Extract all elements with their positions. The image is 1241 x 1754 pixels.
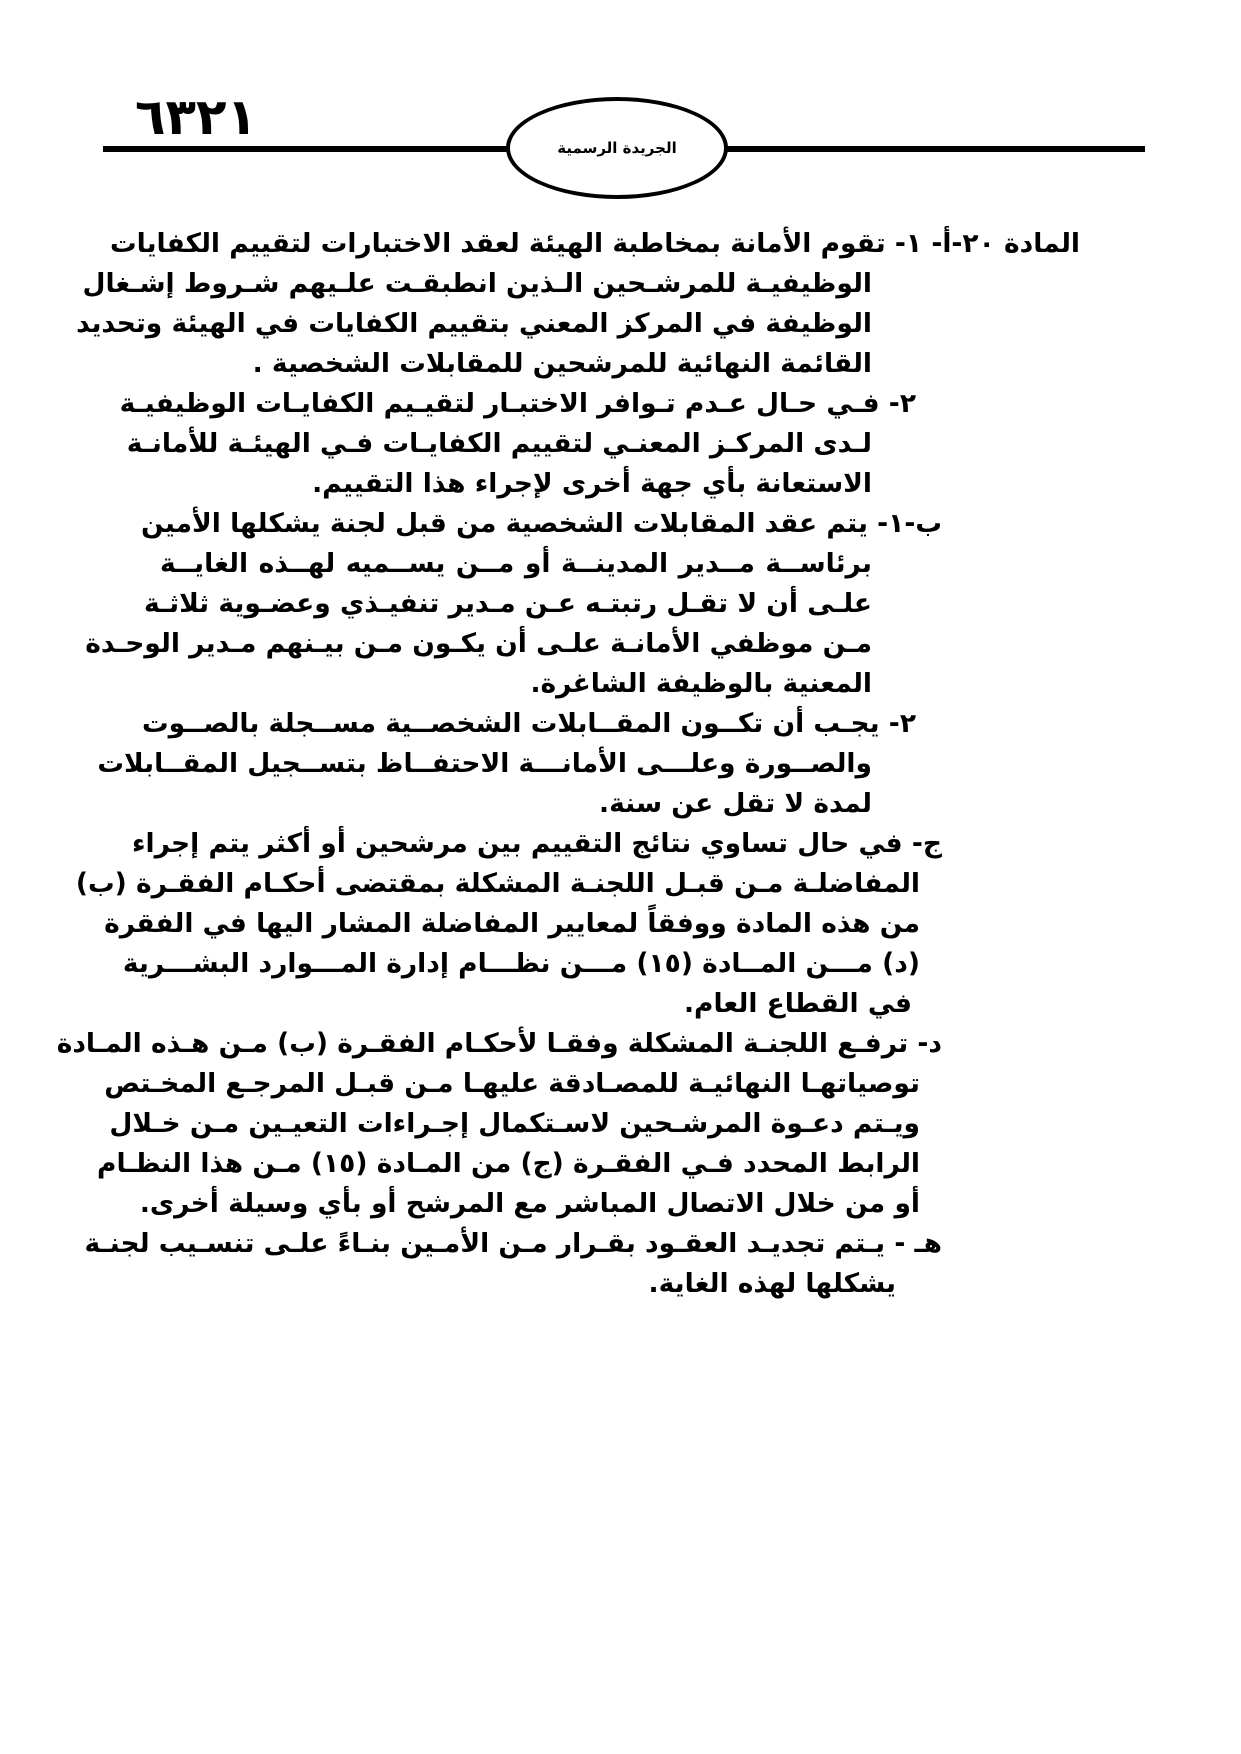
text-line-content: المفاضلـة مـن قبـل اللجنـة المشكلة بمقتضى أحكـام الفقـرة (ب) xyxy=(75,868,920,899)
text-line-content: ب-١- يتم عقد المقابلات الشخصية من قبل لجنة يشكلها الأمين xyxy=(140,508,942,539)
text-line xyxy=(76,304,1080,344)
text-line xyxy=(122,944,1080,984)
gazette-label: الجريدة الرسمية xyxy=(557,139,677,157)
text-line-content: الوظيفيـة للمرشـحين الـذين انطبقـت علـيهم شـروط إشـغال xyxy=(82,268,872,299)
text-line-content: ٢- فـي حـال عـدم تـوافر الاختبـار لتقيـيم الكفايـات الوظيفيـة xyxy=(119,388,916,419)
text-line xyxy=(160,544,1080,584)
text-line xyxy=(104,1064,1080,1104)
text-line xyxy=(109,1104,1080,1144)
text-line xyxy=(119,384,1080,424)
text-line xyxy=(56,1024,1080,1064)
text-line-content: من هذه المادة ووفقاً لمعايير المفاضلة المشار اليها في الفقرة xyxy=(104,908,920,939)
text-line-content: في القطاع العام. xyxy=(683,988,912,1019)
gazette-oval xyxy=(506,97,728,199)
text-line xyxy=(160,1264,1080,1304)
text-line-content: المادة ٢٠-أ- ١- تقوم الأمانة بمخاطبة الهيئة لعقد الاختبارات لتقييم الكفايات xyxy=(109,228,1080,259)
text-line xyxy=(160,344,1080,384)
text-line xyxy=(160,664,1080,704)
text-line-content: والصــورة وعلـــى الأمانـــة الاحتفــاظ بتســجيل المقــابلات xyxy=(97,748,872,779)
text-line-content: ويـتم دعـوة المرشـحين لاسـتكمال إجـراءات التعيـين مـن خـلال xyxy=(109,1108,920,1139)
text-line-content: الرابط المحدد فـي الفقـرة (ج) من المـادة (١٥) مـن هذا النظـام xyxy=(97,1148,920,1179)
text-line-content: المعنية بالوظيفة الشاغرة. xyxy=(530,668,872,699)
text-line xyxy=(75,864,1080,904)
text-line-content: مـن موظفي الأمانـة علـى أن يكـون مـن بيـنهم مـدير الوحـدة xyxy=(85,628,872,659)
text-line xyxy=(160,984,1080,1024)
text-line-content: أو من خلال الاتصال المباشر مع المرشح أو بأي وسيلة أخرى. xyxy=(139,1188,920,1219)
text-line-content: ج- في حال تساوي نتائج التقييم بين مرشحين أو أكثر يتم إجراء xyxy=(131,828,942,859)
text-line-content: ٢- يجـب أن تكــون المقــابلات الشخصــية مســجلة بالصــوت xyxy=(142,708,916,739)
text-line xyxy=(82,264,1080,304)
text-line-content: هـ - يـتم تجديـد العقـود بقـرار مـن الأمـين بنـاءً علـى تنسـيب لجنـة xyxy=(84,1228,942,1259)
text-line-content: د- ترفـع اللجنـة المشكلة وفقـا لأحكـام الفقـرة (ب) مـن هـذه المـادة xyxy=(56,1028,942,1059)
text-line xyxy=(139,1184,1080,1224)
text-line xyxy=(109,224,1080,264)
text-line xyxy=(104,904,1080,944)
text-line xyxy=(131,824,1080,864)
text-line xyxy=(160,784,1080,824)
text-line-content: توصياتهـا النهائيـة للمصـادقة عليهـا مـن قبـل المرجـع المخـتص xyxy=(104,1068,920,1099)
text-line-content: الوظيفة في المركز المعني بتقييم الكفايات في الهيئة وتحديد xyxy=(76,308,872,339)
text-line xyxy=(85,624,1080,664)
text-line xyxy=(126,424,1080,464)
text-line-content: برئاســة مــدير المدينــة أو مــن يســميه لهــذه الغايــة xyxy=(160,548,872,579)
text-line-content: (د) مـــن المــادة (١٥) مـــن نظـــام إدارة المـــوارد البشـــرية xyxy=(122,948,920,979)
text-line-content: القائمة النهائية للمرشحين للمقابلات الشخصية . xyxy=(252,348,872,379)
text-line xyxy=(160,464,1080,504)
page-number: ٦٣٢١ xyxy=(135,88,258,146)
text-line xyxy=(97,744,1080,784)
text-line xyxy=(84,1224,1080,1264)
text-line xyxy=(97,1144,1080,1184)
text-line-content: علـى أن لا تقـل رتبتـه عـن مـدير تنفيـذي وعضـوية ثلاثـة xyxy=(143,588,872,619)
text-line-content: الاستعانة بأي جهة أخرى لإجراء هذا التقييم. xyxy=(312,468,872,499)
text-line xyxy=(140,504,1080,544)
text-line-content: لـدى المركـز المعنـي لتقييم الكفايـات فـي الهيئـة للأمانـة xyxy=(126,428,872,459)
text-line-content: لمدة لا تقل عن سنة. xyxy=(599,788,872,819)
text-line xyxy=(143,584,1080,624)
article-body xyxy=(56,224,1080,1304)
text-line-content: يشكلها لهذه الغاية. xyxy=(648,1268,896,1299)
text-line xyxy=(142,704,1080,744)
